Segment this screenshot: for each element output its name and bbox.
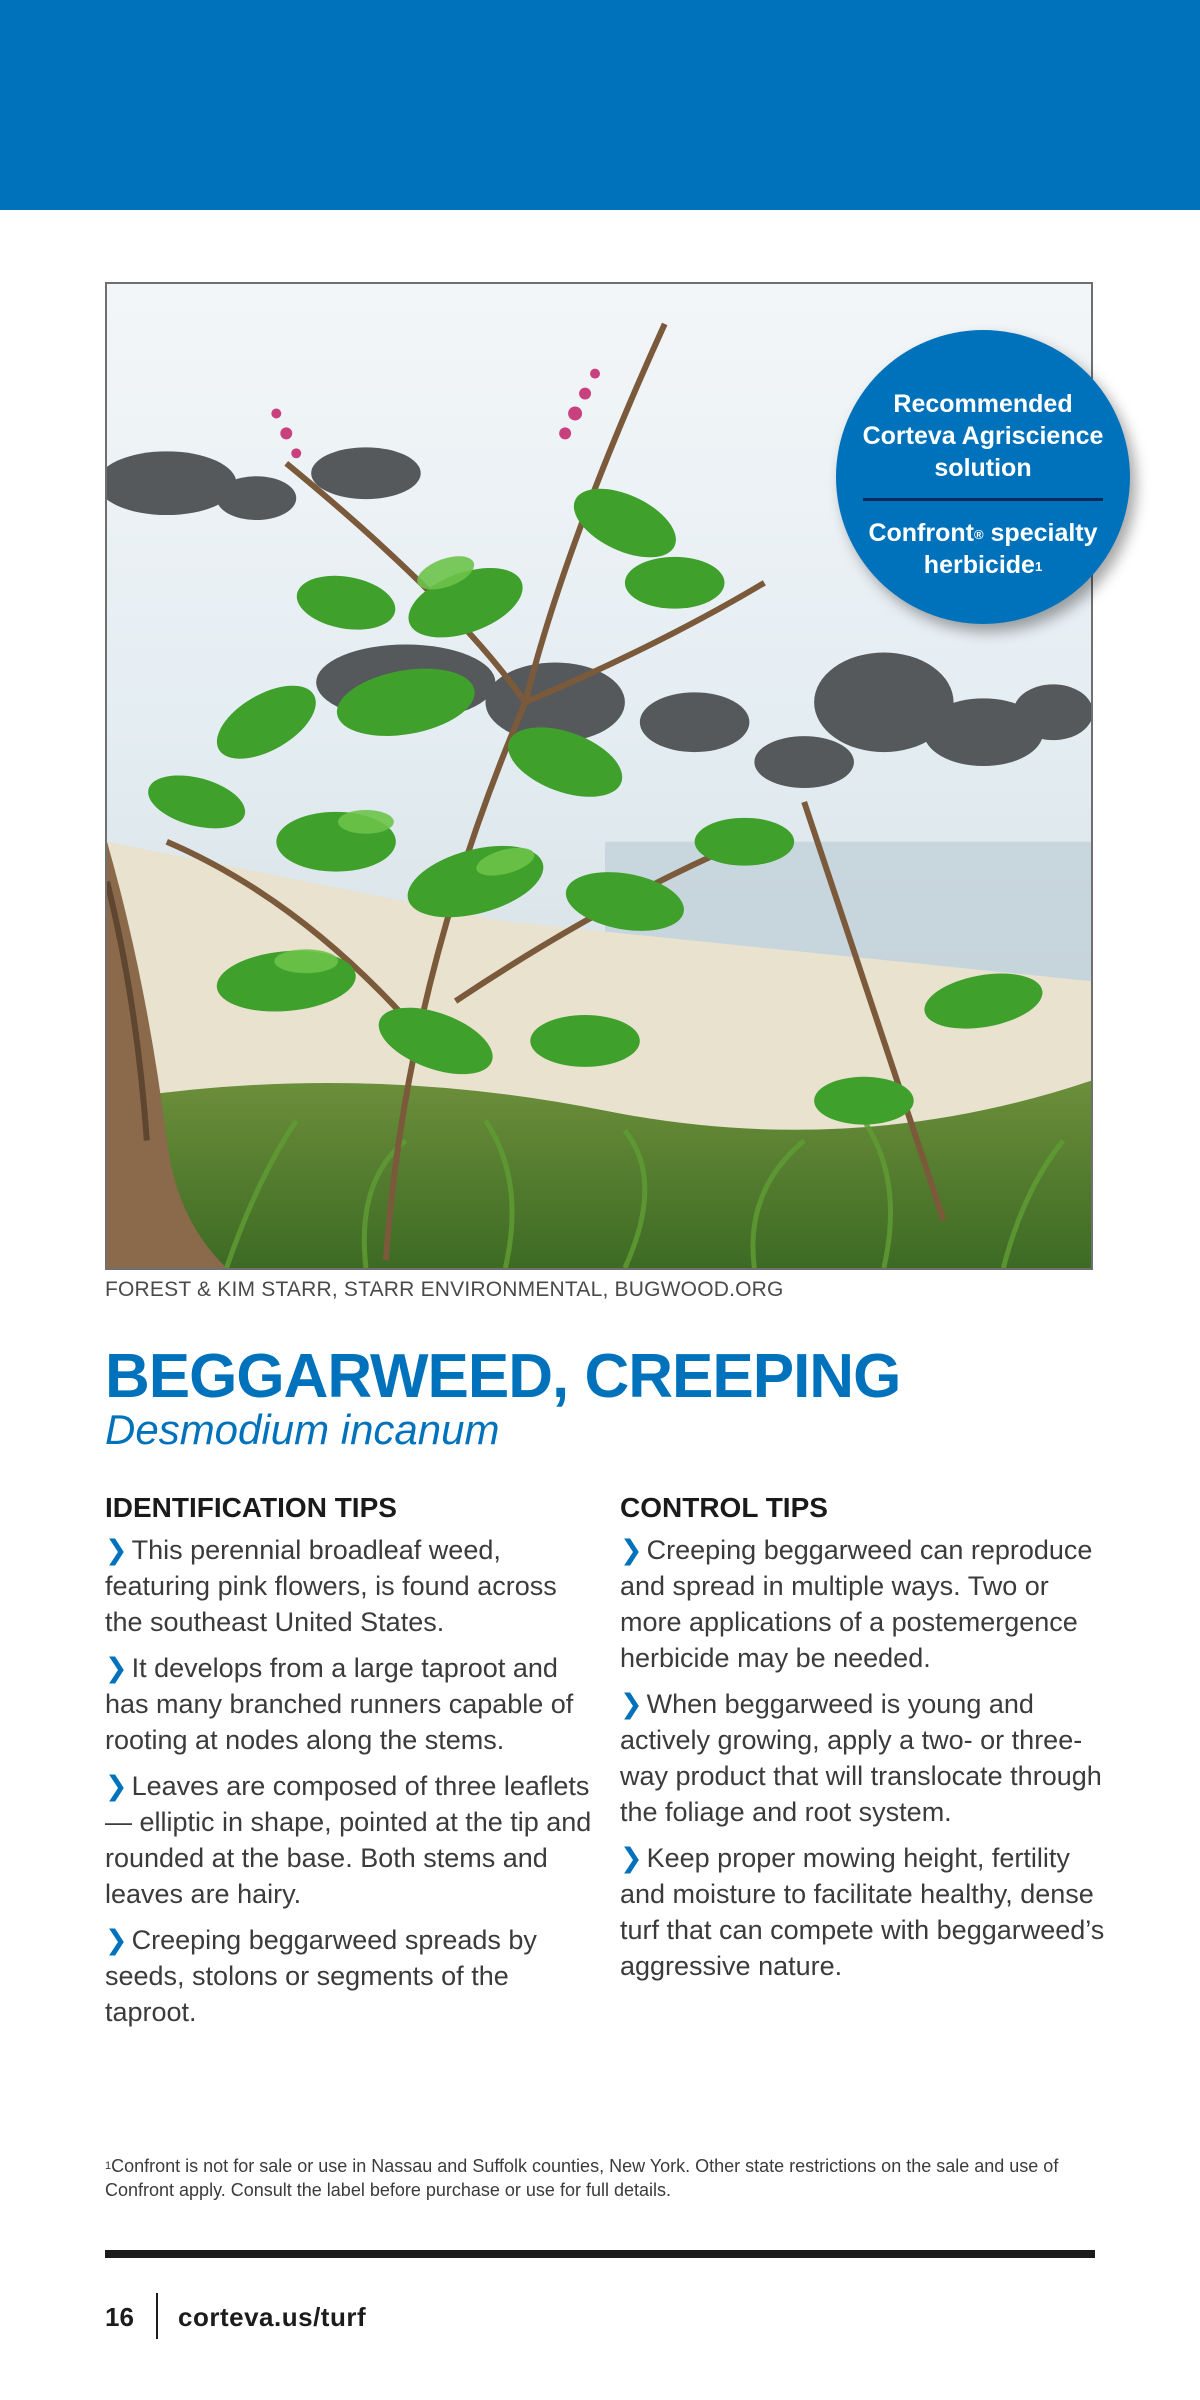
footer-rule <box>105 2250 1095 2258</box>
recommended-solution-badge <box>836 330 1130 624</box>
identification-tip-text: This perennial broadleaf weed, featuring pink flowers, is found across the southeast United States. <box>105 1535 557 1637</box>
identification-tips-section <box>105 1490 595 2040</box>
badge-line-company: Corteva Agriscience <box>862 422 1104 450</box>
chevron-right-icon: ❯ <box>105 1653 128 1683</box>
badge-divider <box>863 498 1103 501</box>
weed-common-name: BEGGARWEED, CREEPING <box>105 1342 901 1411</box>
footnote <box>105 2154 1095 2202</box>
control-tip <box>620 1840 1110 1984</box>
footer-divider <box>156 2293 158 2339</box>
control-tip-text: Creeping beggarweed can reproduce and spread in multiple ways. Two or more applications of a postemergence herbicide may be needed. <box>620 1535 1093 1673</box>
identification-tips-heading: IDENTIFICATION TIPS <box>105 1492 397 1523</box>
chevron-right-icon: ❯ <box>620 1535 643 1565</box>
chevron-right-icon: ❯ <box>105 1925 128 1955</box>
identification-tip-text: It develops from a large taproot and has many branched runners capable of rooting at nodes along the stems. <box>105 1653 574 1755</box>
badge-footnote-mark: 1 <box>1034 559 1043 574</box>
chevron-right-icon: ❯ <box>105 1535 128 1565</box>
chevron-right-icon: ❯ <box>105 1771 128 1801</box>
badge-product-type: specialty <box>983 519 1098 547</box>
control-tips-section <box>620 1490 1110 1994</box>
identification-tip <box>105 1768 595 1912</box>
badge-product-name: Confront <box>868 519 974 547</box>
control-tip-text: Keep proper mowing height, fertility and moisture to facilitate healthy, dense turf that can compete with beggarweed’s aggressive nature. <box>620 1843 1105 1981</box>
control-tips-heading: CONTROL TIPS <box>620 1492 828 1523</box>
footnote-text: Confront is not for sale or use in Nassau and Suffolk counties, New York. Other state restrictions on the sale and use of Confront apply. Consult the label before purchase or use for full details. <box>105 2156 1059 2200</box>
control-tip <box>620 1686 1110 1830</box>
control-tip-text: When beggarweed is young and actively growing, apply a two- or three-way product that will translocate through the foliage and root system. <box>620 1689 1102 1827</box>
control-tip <box>620 1532 1110 1676</box>
badge-line-solution: solution <box>934 454 1032 482</box>
chevron-right-icon: ❯ <box>620 1689 643 1719</box>
badge-product-line2 <box>836 549 1130 581</box>
website-link[interactable]: corteva.us/turf <box>178 2302 367 2332</box>
identification-tip <box>105 1922 595 2030</box>
badge-product-herbicide: herbicide <box>923 551 1035 579</box>
header-band <box>0 0 1200 210</box>
badge-line-recommended: Recommended <box>893 390 1073 418</box>
identification-tip-text: Leaves are composed of three leaflets — elliptic in shape, pointed at the tip and rounded at the base. Both stems and leaves are hairy. <box>105 1771 592 1909</box>
identification-tip-text: Creeping beggarweed spreads by seeds, stolons or segments of the taproot. <box>105 1925 537 2027</box>
identification-tip <box>105 1532 595 1640</box>
chevron-right-icon: ❯ <box>620 1843 643 1873</box>
weed-scientific-name: Desmodium incanum <box>105 1406 500 1453</box>
registered-mark: ® <box>973 527 984 542</box>
identification-tip <box>105 1650 595 1758</box>
footnote-mark: 1 <box>105 2160 112 2172</box>
badge-product-line1 <box>836 517 1130 549</box>
photo-credit: FOREST & KIM STARR, STARR ENVIRONMENTAL, BUGWOOD.ORG <box>105 1278 784 1301</box>
page-number: 16 <box>105 2302 134 2332</box>
